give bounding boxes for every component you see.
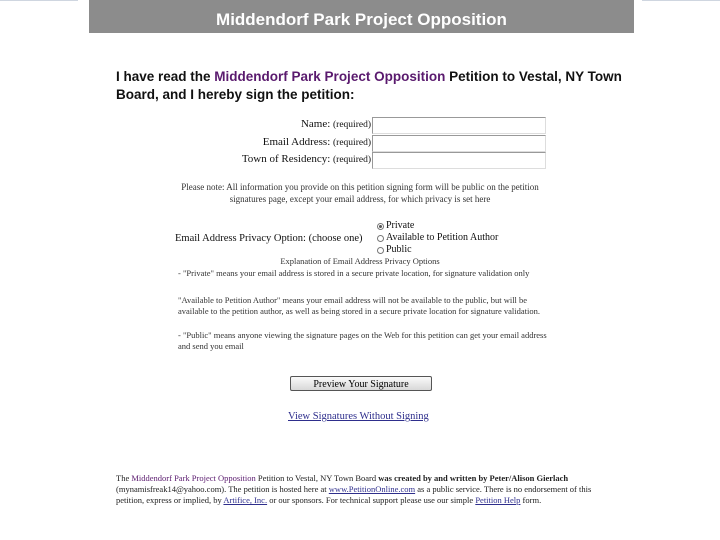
page-banner — [89, 0, 634, 33]
page-footer — [116, 473, 602, 506]
radio-author[interactable] — [377, 232, 498, 244]
radio-private[interactable] — [377, 220, 498, 232]
privacy-radio-group — [377, 220, 498, 256]
privacy-note: Please note: All information you provide on this petition signing form will be public on the petition signatures page, except your email address, for which privacy is set here — [181, 182, 539, 204]
radio-private-label: Private — [386, 220, 415, 231]
privacy-option-label: Email Address Privacy Option: (choose one) — [175, 233, 363, 244]
explanation-author: "Available to Petition Author" means your email address will not be available to the public, but will be available to the petition author, as well as being stored in a secure private location for signature validation. — [178, 295, 540, 316]
footer-text-2: Petition to Vestal, NY Town Board — [255, 473, 379, 483]
radio-public-label: Public — [386, 244, 412, 255]
footer-text-4: as a public service. There is no endorsement of this petition, express or implied, by — [116, 484, 592, 505]
banner-title: Middendorf Park Project Opposition — [216, 10, 507, 29]
intro-prefix: I have read the — [116, 69, 215, 84]
intro-suffix: Petition to Vestal, NY Town Board, and I hereby sign the petition: — [116, 69, 622, 102]
explanation-title: Explanation of Email Address Privacy Options — [280, 256, 440, 266]
name-label: Name: (required) — [300, 118, 371, 130]
town-input[interactable] — [372, 152, 546, 169]
footer-text-3: (mynamisfreak14@yahoo.com). The petition is hosted here at — [116, 484, 329, 494]
petition-intro — [116, 68, 636, 104]
email-label: Email Address: (required) — [262, 136, 371, 148]
window-corner-left — [0, 0, 78, 5]
email-row — [200, 135, 545, 153]
radio-public-button[interactable] — [377, 247, 384, 254]
radio-private-button[interactable] — [377, 223, 384, 230]
footer-author: was created by and written by Peter/Alison Gierlach — [378, 473, 569, 483]
name-row — [200, 117, 545, 135]
footer-text-1: The — [116, 473, 132, 483]
radio-public[interactable] — [377, 244, 498, 256]
explanation-private: - "Private" means your email address is stored in a secure private location, for signature validation only — [178, 268, 530, 278]
radio-author-label: Available to Petition Author — [386, 232, 499, 243]
email-input[interactable] — [372, 135, 546, 152]
town-label: Town of Residency: (required) — [241, 153, 371, 165]
footer-text-6: form. — [520, 495, 542, 505]
petition-help-link[interactable]: Petition Help — [475, 495, 521, 505]
artifice-link[interactable]: Artifice, Inc. — [223, 495, 268, 505]
view-signatures-link[interactable]: View Signatures Without Signing — [288, 411, 429, 422]
radio-author-button[interactable] — [377, 235, 384, 242]
name-input[interactable] — [372, 117, 546, 134]
window-corner-right — [642, 0, 720, 5]
town-row — [200, 152, 545, 170]
intro-petition-name: Middendorf Park Project Opposition — [214, 69, 446, 84]
preview-signature-button[interactable]: Preview Your Signature — [290, 376, 432, 391]
footer-text-5: or our sponsors. For technical support please use our simple — [267, 495, 476, 505]
petitiononline-link[interactable]: www.PetitionOnline.com — [328, 484, 416, 494]
footer-petition-name: Middendorf Park Project Opposition — [131, 473, 256, 483]
explanation-public: - "Public" means anyone viewing the signature pages on the Web for this petition can get your email address and send you email — [178, 330, 547, 351]
